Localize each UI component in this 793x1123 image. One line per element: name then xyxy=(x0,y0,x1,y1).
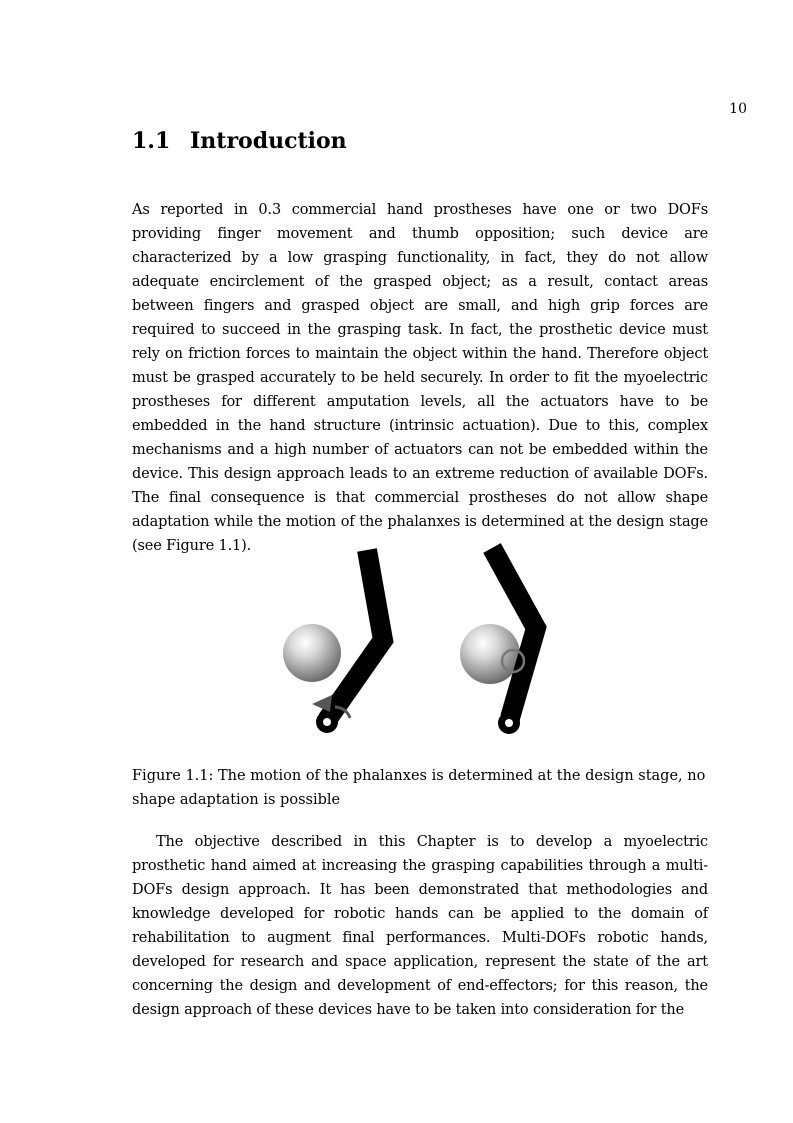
page-number: 10 xyxy=(729,101,747,117)
right-grasped-sphere xyxy=(460,624,520,684)
figure-phalanx-motion xyxy=(270,540,570,740)
intro-paragraph-1: As reported in 0.3 commercial hand prostheses have one or two DOFs providing finger movement and thumb opposition; such device are characterized by a low grasping functionality, in fact, they do not allow adequate encirclement of the grasped object; as a result, contact areas between fingers and grasped object are small, and high grip forces are required to succeed in the grasping task. In fact, the prosthetic device must rely on friction forces to maintain the object within the hand. Therefore object must be grasped accurately to be held securely. In order to fit the myoelectric prostheses for different amputation levels, all the actuators have to be embedded in the hand structure (intrinsic actuation). Due to this, complex mechanisms and a high number of actuators can not be embedded within the device. This design approach leads to an extreme reduction of available DOFs. The final consequence is that commercial prostheses do not allow shape adaptation while the motion of the phalanxes is determined at the design stage (see Figure 1.1). xyxy=(132,202,708,554)
rotation-arrowhead-icon xyxy=(312,695,332,712)
section-title: Introduction xyxy=(190,128,347,154)
section-number: 1.1 xyxy=(132,128,171,154)
figure-caption: Figure 1.1: The motion of the phalanxes is determined at the design stage, no shape adaptation is possible xyxy=(132,768,706,808)
figure-illustration xyxy=(270,540,570,740)
section-heading xyxy=(132,128,347,154)
left-finger-phalanx xyxy=(327,550,383,720)
left-joint-hole xyxy=(323,718,331,726)
intro-paragraph-2: The objective described in this Chapter is to develop a myoelectric prosthetic hand aimed at increasing the grasping capabilities through a multi-DOFs design approach. It has been demonstrated that methodologies and knowledge developed for robotic hands can be applied to the domain of rehabilitation to augment final performances. Multi-DOFs robotic hands, developed for research and space application, represent the state of the art concerning the design and development of end-effectors; for this reason, the design approach of these devices have to be taken into consideration for the xyxy=(132,834,708,1018)
left-grasped-sphere xyxy=(283,624,341,682)
right-joint-hole xyxy=(505,719,513,727)
